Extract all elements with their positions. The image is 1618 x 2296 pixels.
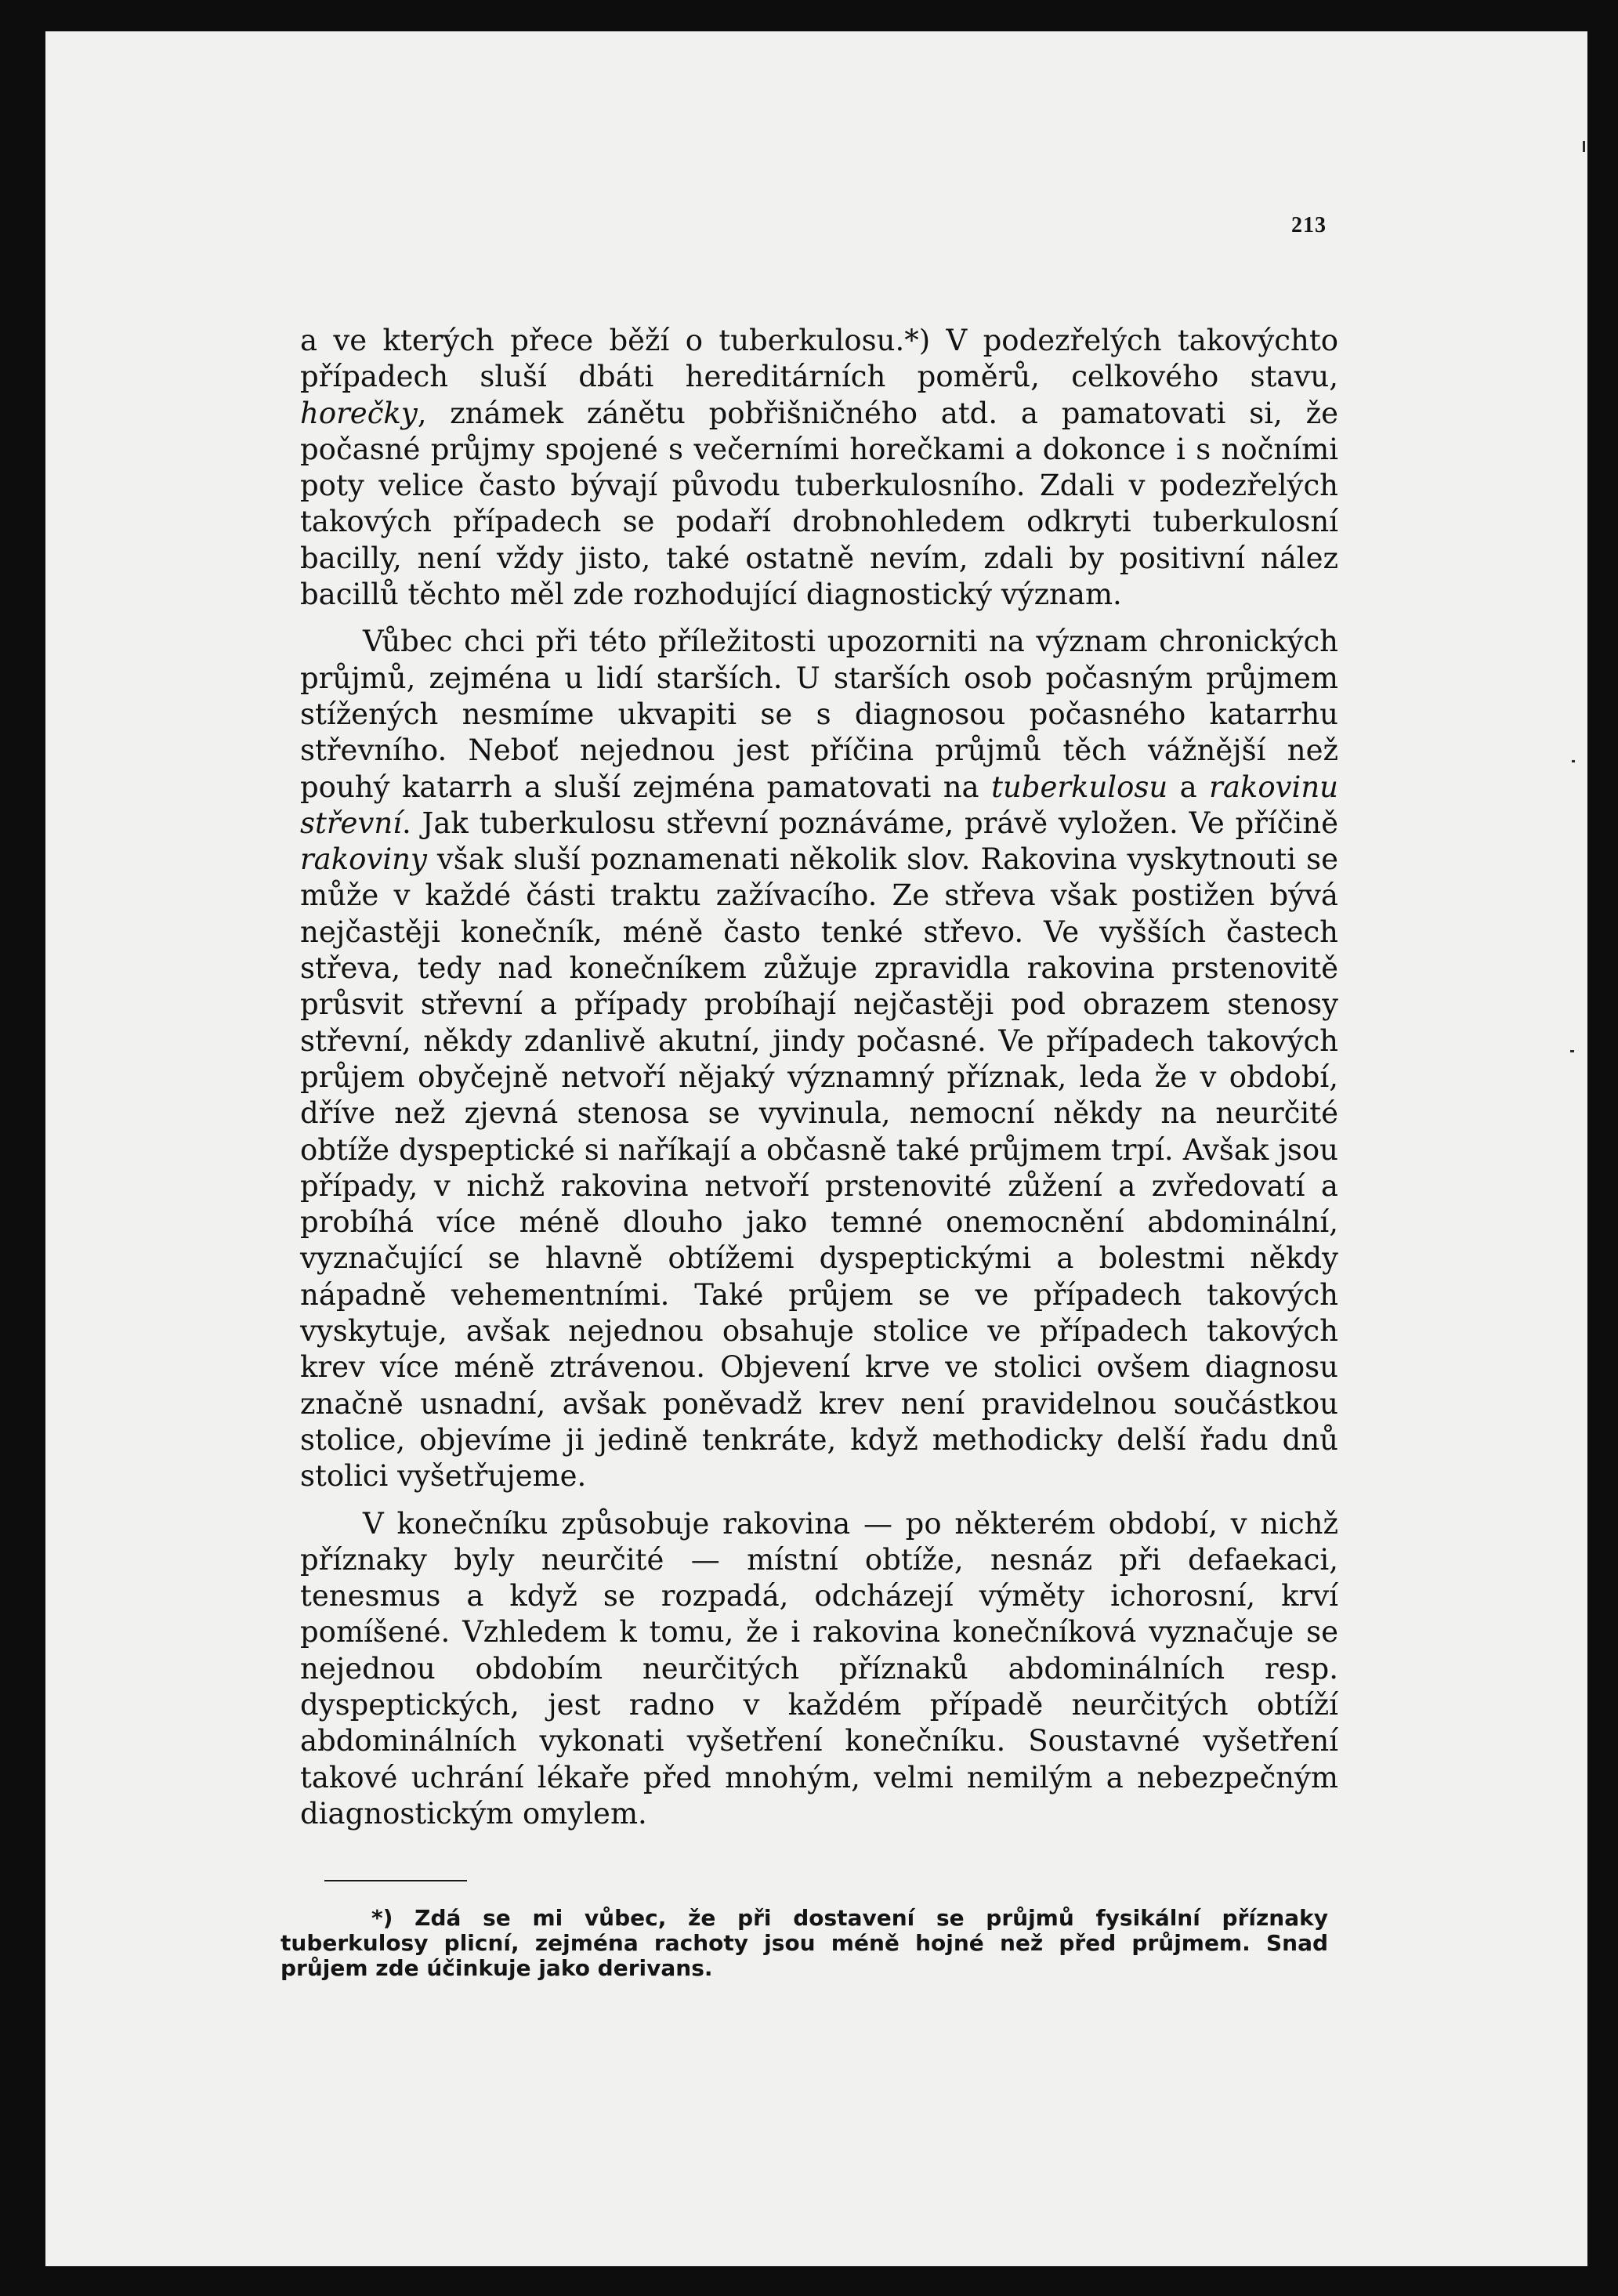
paragraph — [300, 323, 1338, 613]
text-segment: V konečníku způsobuje rakovina — po některém období, v nichž příznaky byly neurčité — místní obtíže, nesnáz při defaekaci, tenesmus a když se rozpadá, odcházejí výměty ichorosní, krví pomíšené. Vzhledem k tomu, že i rakovina konečníková vyznačuje se nejednou obdobím neurčitých příznaků abdominálních resp. dyspeptických, jest radno v každém případě neurčitých obtíží abdominálních vykonati vyšetření konečníku. Soustavné vyšetření takové uchrání lékaře před mnohým, velmi nemilým a nebezpečným diagnostickým omylem. — [300, 1506, 1338, 1831]
emphasis: tuberkulosu — [991, 770, 1168, 804]
text-segment: však sluší poznamenati několik slov. Rakovina vyskytnouti se může v každé části traktu zažívacího. Ze střeva však postižen bývá nejčastěji konečník, méně často tenké střevo. Ve vyšších častech střeva, tedy nad konečníkem zůžuje zpravidla rakovina prstenovitě průsvit střevní a případy probíhají nejčastěji pod obrazem stenosy střevní, někdy zdanlivě akutní, jindy počasné. Ve případech takových průjem obyčejně netvoří nějaký významný příznak, leda že v období, dříve než zjevná stenosa se vyvinula, nemocní někdy na neurčité obtíže dyspeptické si naříkají a občasně také průjmem trpí. Avšak jsou případy, v nichž rakovina netvoří prstenovité zůžení a zvředovatí a probíhá více méně dlouho jako temné onemocnění abdominální, vyznačující se hlavně obtížemi dyspeptickými a bolestmi někdy nápadně vehementními. Také průjem se ve případech takových vyskytuje, avšak nejednou obsahuje stolice ve případech takových krev více méně ztrávenou. Objevení krve ve stolici ovšem diagnosu značně usnadní, avšak poněvadž krev není pravidelnou součástkou stolice, objevíme ji jedině tenkráte, když methodicky delší řadu dnů stolici vyšetřujeme. — [300, 842, 1338, 1494]
main-text — [300, 323, 1338, 1843]
text-segment: a — [1167, 770, 1210, 804]
text-segment: Vůbec chci při této příležitosti upozorniti na význam chronických průjmů, zejména u lidí starších. U starších osob počasným průjmem stížených nesmíme ukvapiti se s diagnosou počasného katarrhu střevního. Neboť nejednou jest příčina průjmů těch vážnější než pouhý katarrh a sluší zejména pamatovati na — [300, 625, 1338, 804]
book-page — [45, 31, 1587, 2266]
emphasis: rakoviny — [300, 842, 427, 877]
footnote: *) Zdá se mi vůbec, že při dostavení se průjmů fysikální příznaky tuberkulosy plicní, zejména rachoty jsou méně hojné než před průjmem. Snad průjem zde účinkuje jako derivans. — [281, 1905, 1328, 1981]
paragraph — [300, 624, 1338, 1494]
text-segment: a ve kterých přece běží o tuberkulosu.*) V podezřelých takovýchto případech sluší dbáti hereditárních poměrů, celkového stavu, — [300, 324, 1338, 394]
emphasis: horečky — [300, 396, 418, 430]
text-segment: . Jak tuberkulosu střevní poznáváme, právě vyložen. Ve příčině — [402, 806, 1338, 840]
paragraph — [300, 1506, 1338, 1833]
footnote-divider — [324, 1880, 467, 1881]
page-number: 213 — [1291, 213, 1327, 237]
text-segment: , známek zánětu pobřišničného atd. a pamatovati si, že počasné průjmy spojené s večerními horečkami a dokonce i s nočními poty velice často bývají původu tuberkulosního. Zdali v podezřelých takových případech se podaří drobnohledem odkryti tuberkulosní bacilly, není vždy jisto, také ostatně nevím, zdali by positivní nález bacillů těchto měl zde rozhodující diagnostický význam. — [300, 396, 1338, 612]
scan-mark — [1572, 760, 1575, 762]
emphasis: rakovinu střevní — [300, 770, 1338, 840]
scan-mark — [1570, 1050, 1574, 1052]
scan-mark — [1583, 141, 1585, 152]
